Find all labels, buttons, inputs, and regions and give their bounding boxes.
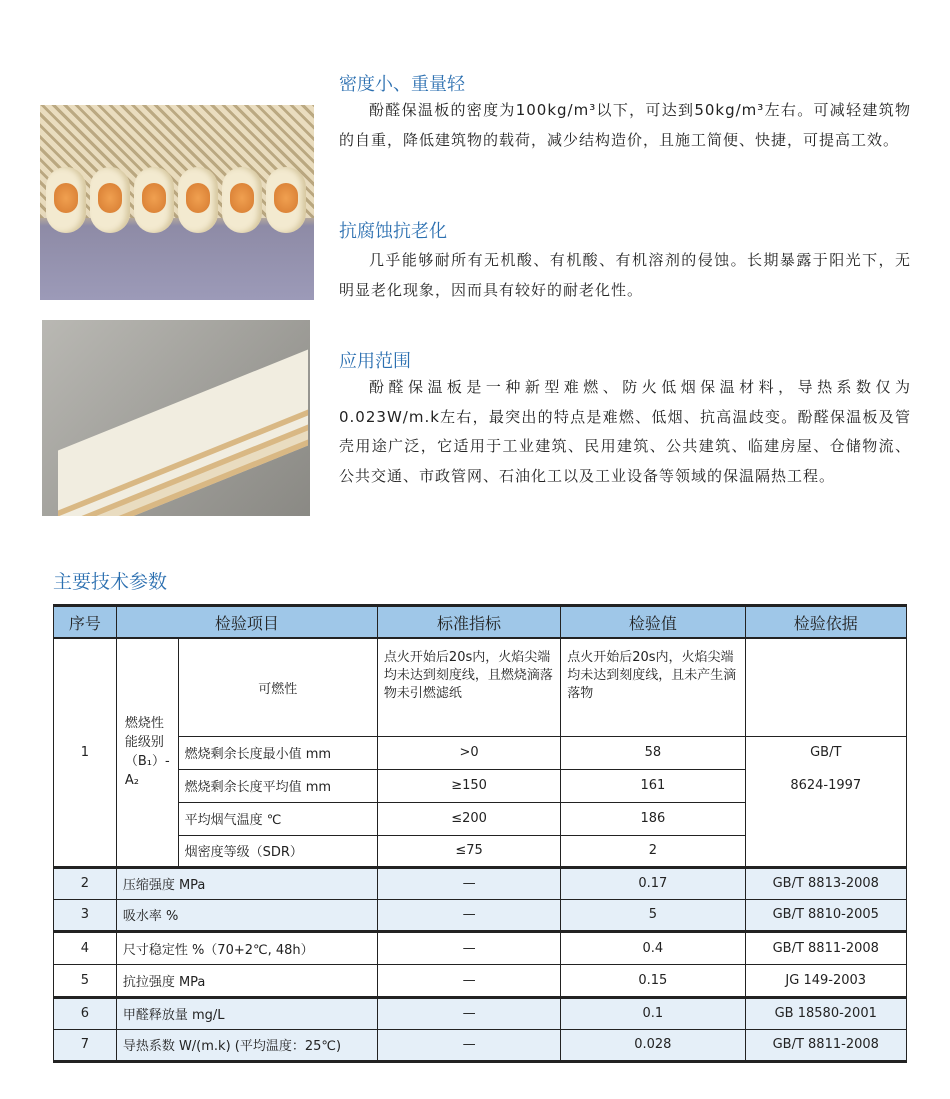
cell-value: 0.4: [561, 931, 745, 964]
cell-item: 甲醛释放量 mg/L: [116, 997, 377, 1029]
cell-basis: [745, 802, 907, 835]
pipe-sections-photo: [40, 105, 314, 300]
cell-no: 7: [54, 1029, 117, 1061]
cell-standard: ≤200: [377, 802, 560, 835]
table-row: [54, 931, 907, 964]
cell-item: 可燃性: [178, 638, 377, 736]
cell-item: 燃烧剩余长度最小值 mm: [178, 736, 377, 769]
cell-standard: >0: [377, 736, 560, 769]
cell-basis: [745, 638, 907, 736]
cell-basis: GB 18580-2001: [745, 997, 907, 1029]
cell-no: 3: [54, 899, 117, 931]
cell-standard: —: [377, 867, 560, 899]
cell-item: 压缩强度 MPa: [116, 867, 377, 899]
table-row: [54, 802, 907, 835]
cell-basis: GB/T 8811-2008: [745, 1029, 907, 1061]
section-heading: 抗腐蚀抗老化: [339, 221, 447, 242]
cell-standard: 点火开始后20s内，火焰尖端均未达到刻度线，且燃烧滴落物未引燃滤纸: [377, 638, 560, 736]
table-row: [54, 736, 907, 769]
cell-value: 0.028: [561, 1029, 745, 1061]
cell-item: 烟密度等级（SDR）: [178, 835, 377, 867]
cell-standard: ≥150: [377, 769, 560, 802]
cell-item: 抗拉强度 MPa: [116, 964, 377, 997]
insulation-boards-photo: [42, 320, 310, 516]
cell-item: 平均烟气温度 ℃: [178, 802, 377, 835]
table-row: [54, 769, 907, 802]
cell-item: 吸水率 %: [116, 899, 377, 931]
cell-basis: JG 149-2003: [745, 964, 907, 997]
section-text: 几乎能够耐所有无机酸、有机酸、有机溶剂的侵蚀。长期暴露于阳光下，无明显老化现象，因而具有较好的耐老化性。: [339, 251, 911, 299]
table-row: [54, 997, 907, 1029]
spec-table: [53, 604, 907, 1063]
cell-group: 燃烧性能级别（B₁）-A₂: [116, 638, 178, 867]
table-row: [54, 964, 907, 997]
cell-value: 点火开始后20s内，火焰尖端均未达到刻度线，且未产生滴落物: [561, 638, 745, 736]
header-standard: 标准指标: [377, 606, 560, 639]
cell-item: 导热系数 W/(m.k) (平均温度：25℃): [116, 1029, 377, 1061]
cell-basis: GB/T: [745, 736, 907, 769]
section-text: 酚醛保温板的密度为100kg/m³以下，可达到50kg/m³左右。可减轻建筑物的自重，降低建筑物的载荷，减少结构造价，且施工简便、快捷，可提高工效。: [339, 101, 911, 149]
table-row: [54, 899, 907, 931]
table-title: 主要技术参数: [53, 571, 168, 593]
cell-basis: GB/T 8810-2005: [745, 899, 907, 931]
cell-no: 4: [54, 931, 117, 964]
header-item: 检验项目: [116, 606, 377, 639]
table-row: [54, 867, 907, 899]
cell-value: 161: [561, 769, 745, 802]
section-heading: 密度小、重量轻: [339, 74, 465, 95]
cell-value: 0.17: [561, 867, 745, 899]
cell-item: 尺寸稳定性 %（70+2℃, 48h）: [116, 931, 377, 964]
cell-value: 2: [561, 835, 745, 867]
section-text: 酚醛保温板是一种新型难燃、防火低烟保温材料，导热系数仅为0.023W/m.k左右，最突出的特点是难燃、低烟、抗高温歧变。酚醛保温板及管壳用途广泛，它适用于工业建筑、民用建筑、公共建筑、临建房屋、仓储物流、公共交通、市政管网、石油化工以及工业设备等领域的保温隔热工程。: [339, 378, 911, 485]
section-heading: 应用范围: [339, 351, 411, 372]
cell-standard: —: [377, 997, 560, 1029]
header-value: 检验值: [561, 606, 745, 639]
cell-basis: 8624-1997: [745, 769, 907, 802]
cell-basis: GB/T 8813-2008: [745, 867, 907, 899]
cell-item: 燃烧剩余长度平均值 mm: [178, 769, 377, 802]
cell-no: 6: [54, 997, 117, 1029]
table-row: [54, 1029, 907, 1061]
cell-no: 2: [54, 867, 117, 899]
cell-standard: —: [377, 931, 560, 964]
cell-value: 186: [561, 802, 745, 835]
header-no: 序号: [54, 606, 117, 639]
cell-basis: [745, 835, 907, 867]
cell-value: 58: [561, 736, 745, 769]
cell-value: 5: [561, 899, 745, 931]
cell-standard: —: [377, 899, 560, 931]
header-basis: 检验依据: [745, 606, 907, 639]
cell-standard: ≤75: [377, 835, 560, 867]
table-header: [54, 606, 907, 639]
cell-value: 0.1: [561, 997, 745, 1029]
table-row: [54, 638, 907, 736]
cell-standard: —: [377, 1029, 560, 1061]
cell-no: 1: [54, 638, 117, 867]
cell-standard: —: [377, 964, 560, 997]
cell-no: 5: [54, 964, 117, 997]
table-row: [54, 835, 907, 867]
cell-basis: GB/T 8811-2008: [745, 931, 907, 964]
cell-value: 0.15: [561, 964, 745, 997]
